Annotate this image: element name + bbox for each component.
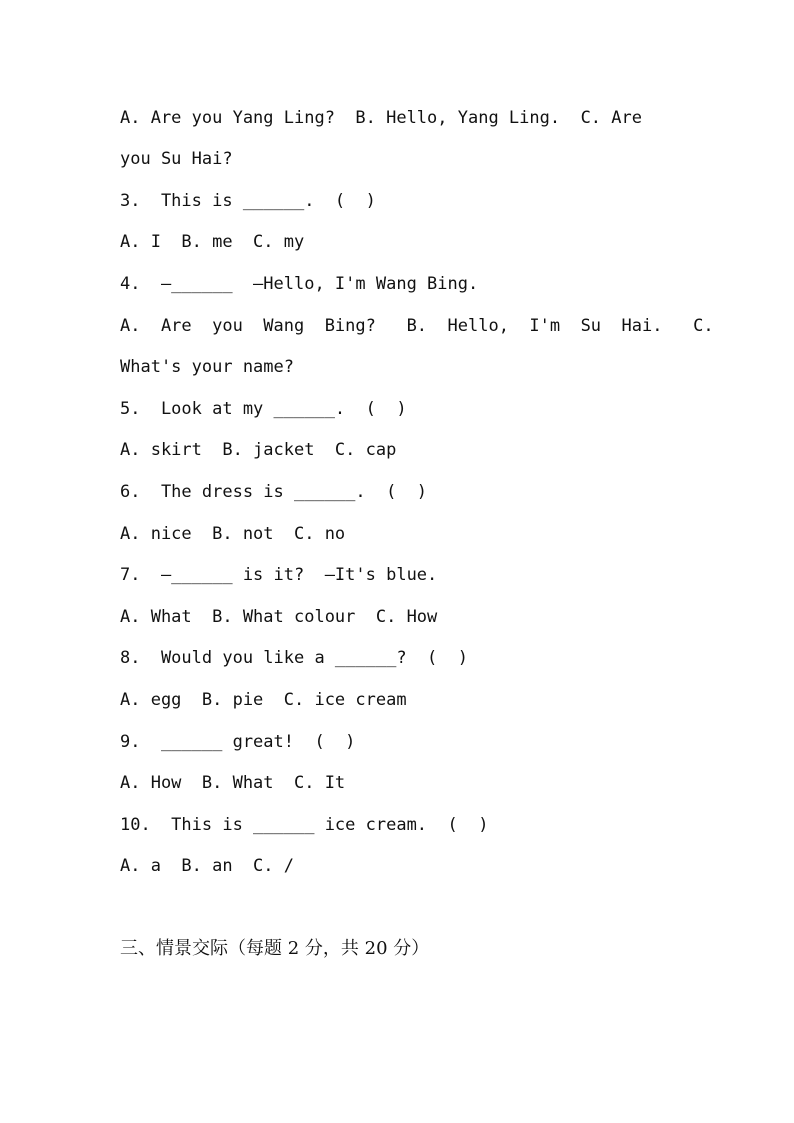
question-5-options: A. skirt B. jacket C. cap	[120, 440, 397, 460]
question-4-options-line-2: What's your name?	[120, 357, 294, 377]
question-6-options: A. nice B. not C. no	[120, 524, 346, 544]
question-3-options: A. I B. me C. my	[120, 232, 305, 252]
question-8: 8. Would you like a ______? ( )	[120, 648, 468, 668]
question-4-options-line-1: A. Are you Wang Bing? B. Hello, I'm Su Hai. C.	[120, 316, 714, 336]
question-7: 7. —______ is it? —It's blue.	[120, 565, 438, 585]
question-9: 9. ______ great! ( )	[120, 732, 356, 752]
question-10-options: A. a B. an C. /	[120, 856, 294, 876]
question-10: 10. This is ______ ice cream. ( )	[120, 815, 489, 835]
question-5: 5. Look at my ______. ( )	[120, 399, 407, 419]
question-3: 3. This is ______. ( )	[120, 191, 376, 211]
question-2-options-line-2: you Su Hai?	[120, 149, 233, 169]
question-8-options: A. egg B. pie C. ice cream	[120, 690, 407, 710]
question-4: 4. —______ —Hello, I'm Wang Bing.	[120, 274, 479, 294]
question-7-options: A. What B. What colour C. How	[120, 607, 438, 627]
question-6: 6. The dress is ______. ( )	[120, 482, 428, 502]
section-heading: 三、情景交际（每题 2 分，共 20 分）	[120, 938, 430, 959]
question-2-options-line-1: A. Are you Yang Ling? B. Hello, Yang Ling. C. Are	[120, 108, 642, 128]
question-9-options: A. How B. What C. It	[120, 773, 346, 793]
